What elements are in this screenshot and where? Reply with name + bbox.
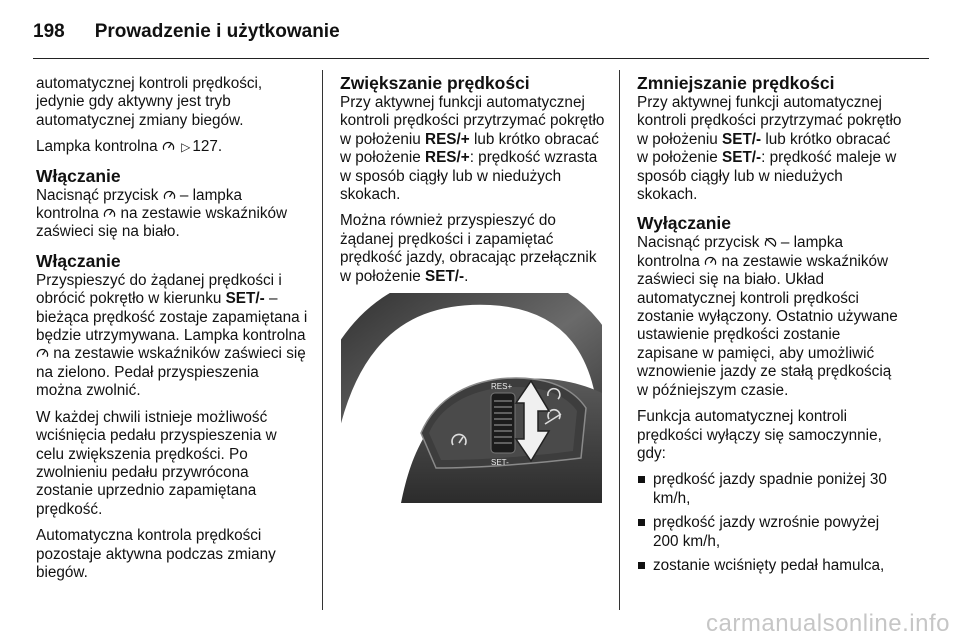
text: – bieżąca prędkość zostaje zapamiętana i będzie utrzymywana. Lampka kontrolna xyxy=(36,290,308,345)
bold-text: RES/+ xyxy=(425,149,470,167)
text: lub krótko obracać w położenie xyxy=(340,130,599,167)
text: Przy aktywnej funkcji automatycznej kontroli prędkości przytrzymać pokrętło w położeniu xyxy=(637,94,902,148)
cruise-control-icon xyxy=(36,347,49,359)
text: . xyxy=(464,267,469,285)
text: Przy aktywnej funkcji automatycznej kontroli prędkości przytrzymać pokrętło w położeniu xyxy=(340,94,605,148)
page-number: 198 xyxy=(33,21,65,42)
text: na zestawie wskaźników zaświeci się na biało. Układ automatycznej kontroli prędkości zostanie wyłączony. Ostatnio używane ustawienie prędkości zostanie zapisane w pamięci, aby umożliwić wznowienie jazdy ze stałą prędkością w późniejszym czasie. xyxy=(637,252,898,399)
watermark: carmanualsonline.info xyxy=(706,610,950,637)
list-item-text: zostanie wciśnięty pedał hamulca, xyxy=(653,556,885,574)
column-divider xyxy=(619,70,620,610)
list-item xyxy=(637,471,905,508)
paragraph xyxy=(637,234,905,400)
text: lub krótko obracać w położenie xyxy=(637,130,891,167)
text: na zestawie wskaźników zaświeci się na biało. xyxy=(36,205,288,241)
text: – lampka kontrolna xyxy=(36,186,242,223)
cruise-off-icon xyxy=(764,236,777,248)
section-heading: Wyłączanie xyxy=(637,213,732,234)
cruise-control-icon xyxy=(163,189,176,201)
text: Nacisnąć przycisk xyxy=(637,234,760,252)
text: Przyspieszyć do żądanej prędkości i obrócić pokrętło w kierunku xyxy=(36,271,282,308)
text: na zestawie wskaźników zaświeci się na zielono. Pedał przyspieszenia można zwolnić. xyxy=(36,345,306,400)
paragraph xyxy=(637,94,905,204)
list-item-text: prędkość jazdy wzrośnie powyżej 200 km/h, xyxy=(653,514,880,550)
section-heading: Zmniejszanie prędkości xyxy=(637,73,835,93)
paragraph xyxy=(340,212,608,286)
paragraph xyxy=(36,272,308,401)
page-title: Prowadzenie i użytkowanie xyxy=(94,21,340,42)
paragraph: Funkcja automatycznej kontroli prędkości wyłączy się samoczynnie, gdy: xyxy=(637,408,882,462)
page-header xyxy=(33,14,340,50)
bold-text: RES/+ xyxy=(425,130,470,148)
column-divider xyxy=(322,70,323,610)
set-label: SET- xyxy=(491,458,509,467)
bold-text: SET/- xyxy=(425,267,465,285)
bullet-icon xyxy=(638,562,645,569)
paragraph xyxy=(36,187,308,242)
column-left xyxy=(36,75,308,590)
text: Lampka kontrolna xyxy=(36,138,158,156)
text: Można również przyspieszyć do żądanej prędkości i zapamiętać prędkość jazdy, obracając przełącznik w położenie xyxy=(340,212,597,285)
list-item xyxy=(637,514,905,551)
text: Nacisnąć przycisk xyxy=(36,186,159,204)
steering-wheel-illustration xyxy=(341,293,602,503)
paragraph: Automatyczna kontrola prędkości pozostaje aktywna podczas zmiany biegów. xyxy=(36,527,276,581)
cruise-control-icon xyxy=(103,207,116,219)
bullet-icon xyxy=(638,476,645,483)
text: – lampka kontrolna xyxy=(637,234,843,270)
paragraph: W każdej chwili istnieje możliwość wciśnięcia pedału przyspieszenia w celu zwiększenia prędkości. Po zwolnieniu pedału przywrócona zostanie uprzednio zapamiętana prędkość. xyxy=(36,408,277,518)
bullet-list xyxy=(637,471,905,575)
list-item xyxy=(637,557,905,575)
bullet-icon xyxy=(638,519,645,526)
text: : prędkość maleje w sposób ciągły lub w niedużych skokach. xyxy=(637,149,897,204)
list-item-text: prędkość jazdy spadnie poniżej 30 km/h, xyxy=(653,471,887,507)
cruise-control-icon xyxy=(704,255,717,267)
section-heading: Włączanie xyxy=(36,165,121,186)
column-middle xyxy=(340,75,608,294)
text: : prędkość wzrasta w sposób ciągły lub w niedużych skokach. xyxy=(340,149,598,204)
cruise-control-icon xyxy=(162,140,175,152)
steering-wheel-drawing xyxy=(341,293,602,503)
bold-text: SET/- xyxy=(722,149,762,167)
section-heading: Włączanie xyxy=(36,250,121,271)
bold-text: SET/- xyxy=(722,130,762,148)
paragraph xyxy=(340,94,608,204)
column-right xyxy=(637,75,905,581)
paragraph: automatycznej kontroli prędkości, jedynie gdy aktywny jest tryb automatycznej zmiany biegów. xyxy=(36,75,263,129)
page-reference-arrow-icon: ▷ xyxy=(181,140,191,155)
header-rule xyxy=(33,58,929,59)
bold-text: SET/- xyxy=(225,290,265,308)
paragraph xyxy=(36,138,308,156)
section-heading: Zwiększanie prędkości xyxy=(340,73,530,93)
page-reference[interactable]: 127. xyxy=(192,138,223,156)
res-label: RES+ xyxy=(491,382,513,391)
